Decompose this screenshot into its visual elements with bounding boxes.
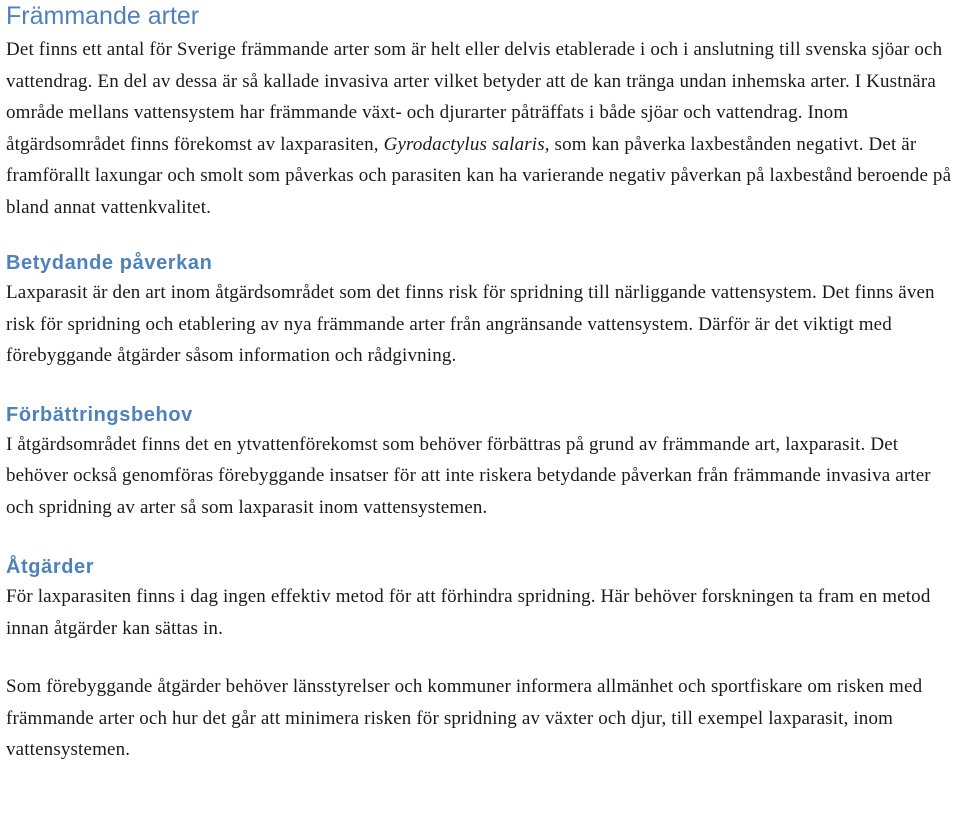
actions-paragraph-1: För laxparasiten finns i dag ingen effektiv metod för att förhindra spridning. Här behöver forskningen ta fram en metod innan åtgärder kan sättas in.	[6, 586, 931, 639]
spacer	[6, 644, 956, 671]
impact-heading: Betydande påverkan	[6, 252, 213, 274]
page-title: Främmande arter	[6, 2, 200, 30]
needs-paragraph: I åtgärdsområdet finns det en ytvattenförekomst som behöver förbättras på grund av främmande art, laxparasit. Det behöver också genomföras förebyggande insatser för att inte riskera betydande påverkan från främmande invasiva arter och spridning av arter så som laxparasit inom vattensystemen.	[6, 433, 931, 518]
actions-paragraph-2: Som förebyggande åtgärder behöver länsstyrelser och kommuner informera allmänhet och sportfiskare om risken med främmande arter och hur det går att minimera risken för spridning av växter och djur, till exempel laxparasit, inom vattensystemen.	[6, 676, 923, 760]
spacer	[6, 372, 956, 401]
spacer	[6, 523, 956, 553]
intro-text-part1: Det finns ett antal för Sverige främmande arter som är helt eller delvis etablerade i och i anslutning till svenska sjöar och vattendrag. En del av dessa är så kallade invasiva arter vilket betyder att de kan tränga undan inhemska arter. I Kustnära område mellans vattensystem har främmande växt- och djurarter påträffats i både sjöar och vattendrag. Inom åtgärdsområdet finns förekomst av laxparasiten,	[6, 39, 943, 155]
intro-paragraph	[6, 34, 956, 223]
species-name: Gyrodactylus salaris	[383, 133, 545, 155]
intro-text-part2: , som kan påverka laxbestånden negativt. Det är framförallt laxungar och smolt som påverkas och parasiten kan ha varierande negativ påverkan på laxbestånd beroende på bland annat vattenkvalitet.	[6, 133, 952, 218]
document	[6, 0, 956, 766]
spacer	[6, 223, 956, 249]
needs-heading: Förbättringsbehov	[6, 403, 193, 426]
actions-heading: Åtgärder	[6, 556, 95, 578]
impact-paragraph: Laxparasit är den art inom åtgärdsområdet som det finns risk för spridning till närliggande vattensystem. Det finns även risk för spridning och etablering av nya främmande arter från angränsande vattensystem. Därför är det viktigt med förebyggande åtgärder såsom information och rådgivning.	[6, 282, 935, 366]
